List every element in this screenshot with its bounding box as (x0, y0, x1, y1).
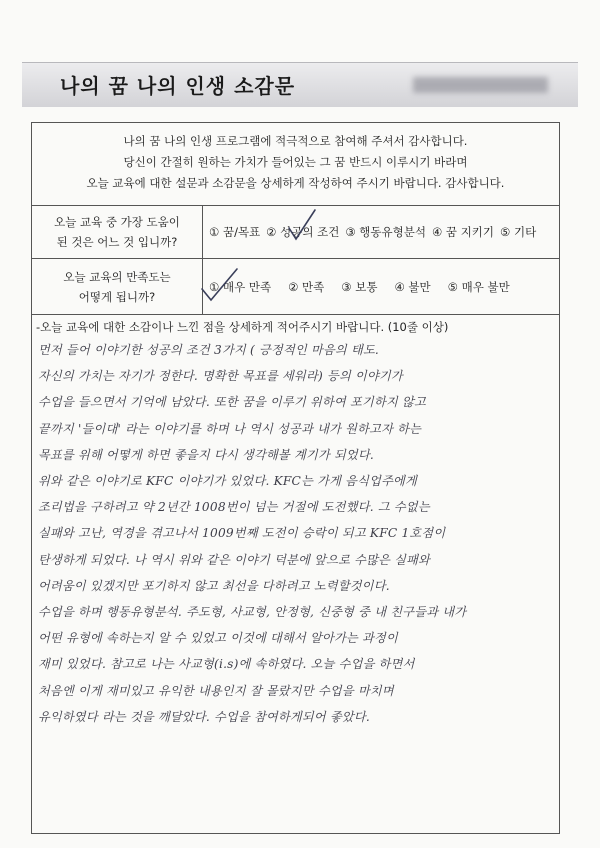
essay-line: 위와 같은 이야기로 KFC 이야기가 있었다. KFC는 가게 음식업주에게 (38, 474, 417, 489)
intro-line: 나의 꿈 나의 인생 프로그램에 적극적으로 참여해 주셔서 감사합니다. (123, 134, 468, 148)
question-line: 오늘 교육 중 가장 도움이 (54, 215, 180, 229)
option-1[interactable]: ① 매우 만족 (209, 279, 272, 294)
intro-line: 당신이 간절히 원하는 가치가 들어있는 그 꿈 반드시 이루시기 바라며 (123, 155, 468, 169)
handwritten-essay (38, 337, 550, 730)
essay-line: 끝까지 '들이대' 라는 이야기를 하며 나 역시 성공과 내가 원하고자 하는 (38, 421, 422, 436)
essay-prompt: -오늘 교육에 대한 소감이나 느낀 점을 상세하게 적어주시기 바랍니다. (10줄 이상) (36, 320, 449, 334)
essay-line: 실패와 고난, 역경을 겪고나서 1009번째 도전이 승락이 되고 KFC 1호점이 (38, 526, 446, 541)
option-4[interactable]: ④ 꿈 지키기 (431, 225, 495, 239)
question-row-helpful (32, 206, 559, 259)
option-3[interactable]: ③ 행동유형분석 (345, 225, 426, 239)
question-label (32, 259, 203, 314)
essay-line: 어려움이 있겠지만 포기하지 않고 최선을 다하려고 노력할것이다. (38, 578, 390, 593)
essay-line: 처음엔 이게 재미있고 유익한 내용인지 잘 몰랐지만 수업을 마치며 (38, 683, 394, 698)
question-line: 오늘 교육의 만족도는 (63, 269, 171, 284)
option-2[interactable]: ② 성공의 조건 (266, 225, 340, 239)
checkmark-icon (285, 208, 317, 244)
redacted-name (413, 77, 548, 93)
essay-line: 탄생하게 되었다. 나 역시 위와 같은 이야기 덕분에 앞으로 수많은 실패와 (38, 552, 431, 567)
option-5[interactable]: ⑤ 기타 (500, 225, 537, 239)
question-line: 된 것은 어느 것 입니까? (56, 235, 178, 249)
question-label (32, 206, 203, 258)
page-title: 나의 꿈 나의 인생 소감문 (60, 74, 296, 98)
question-line: 어떻게 됩니까? (78, 289, 156, 304)
intro-text (32, 123, 559, 206)
checkmark-icon (199, 267, 239, 307)
essay-line: 목표를 위해 어떻게 하면 좋을지 다시 생각해볼 계기가 되었다. (38, 447, 374, 462)
essay-line: 수업을 하며 행동유형분석. 주도형, 사교형, 안정형, 신중형 중 내 친구들과 내가 (38, 605, 467, 620)
option-3[interactable]: ③ 보통 (341, 279, 378, 294)
option-4[interactable]: ④ 불만 (394, 279, 431, 294)
essay-line: 수업을 들으면서 기억에 남았다. 또한 꿈을 이루기 위하여 포기하지 않고 (38, 395, 426, 410)
essay-line: 유익하였다 라는 것을 깨달았다. 수업을 참여하게되어 좋았다. (38, 709, 370, 724)
essay-line: 어떤 유형에 속하는지 알 수 있었고 이것에 대해서 알아가는 과정이 (38, 631, 398, 646)
option-list (203, 259, 559, 314)
option-1[interactable]: ① 꿈/목표 (209, 225, 261, 239)
form-box (31, 122, 560, 834)
intro-line: 오늘 교육에 대한 설문과 소감문을 상세하게 작성하여 주시기 바랍니다. 감사합니다. (86, 176, 505, 190)
option-list (203, 206, 559, 258)
question-row-satisfaction (32, 259, 559, 315)
essay-line: 자신의 가치는 자기가 정한다. 명확한 목표를 세워라) 등의 이야기가 (38, 369, 403, 384)
essay-line: 재미 있었다. 참고로 나는 사교형(i.s)에 속하였다. 오늘 수업을 하면서 (38, 657, 415, 672)
option-5[interactable]: ⑤ 매우 불만 (447, 279, 510, 294)
essay-line: 조리법을 구하려고 약 2년간 1008번이 넘는 거절에 도전했다. 그 수없는 (38, 500, 430, 515)
essay-line: 먼저 들어 이야기한 성공의 조건 3가지 ( 긍정적인 마음의 태도. (38, 343, 380, 357)
option-2[interactable]: ② 만족 (288, 279, 325, 294)
title-banner (22, 62, 578, 107)
